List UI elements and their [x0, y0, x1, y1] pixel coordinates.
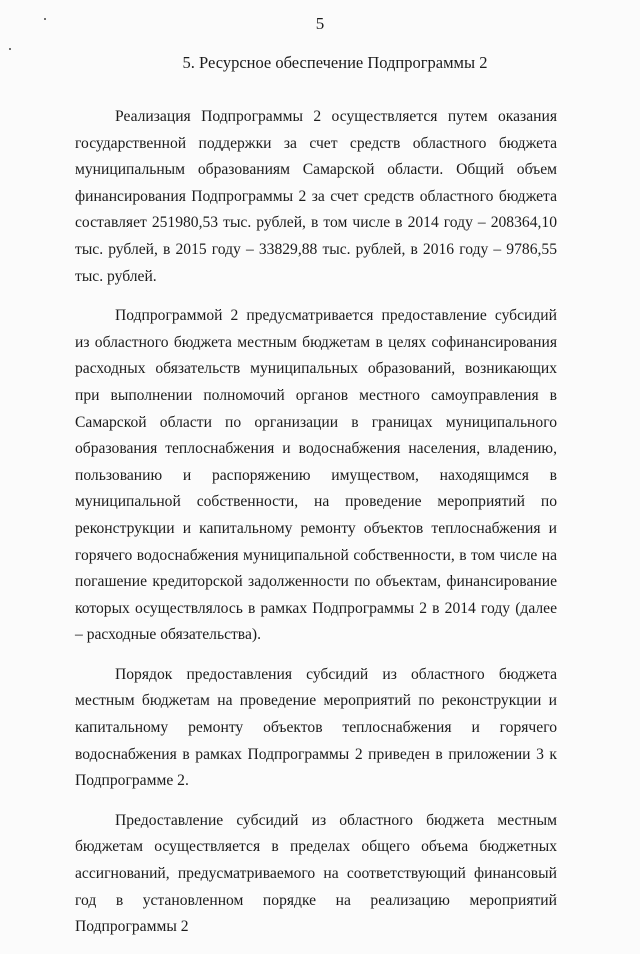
page-number: 5	[315, 14, 325, 33]
paragraph-funding: Реализация Подпрограммы 2 осуществляется путем оказания государственной поддержки за счет средств областного бюджета муниципальным образованиям Самарской области. Общий объем финансирования Подпрограммы 2 за счет средств областного бюджета составляет 251980,53 тыс. рублей, в том числе в 2014 году – 208364,10 тыс. рублей, в 2015 году – 33829,88 тыс. рублей, в 2016 году – 9786,55 тыс. рублей.	[75, 108, 557, 285]
paragraph-subsidies: Подпрограммой 2 предусматривается предоставление субсидий из областного бюджета местным бюджетам в целях софинансирования расходных обязательств муниципальных образований, возникающих при выполнении полномочий органов местного самоуправления в Самарской области по организации в границах муниципального образования теплоснабжения и водоснабжения населения, владению, пользованию и распоряжению имуществом, находящимся в муниципальной собственности, на проведение мероприятий по реконструкции и капитальному ремонту объектов теплоснабжения и горячего водоснабжения муниципальной собственности, в том числе на погашение кредиторской задолженности по объектам, финансирование которых осуществлялось в рамках Подпрограммы 2 в 2014 году (далее – расходные обязательства).	[75, 307, 557, 644]
section-title: 5. Ресурсное обеспечение Подпрограммы 2	[182, 53, 488, 72]
document-body	[75, 104, 557, 954]
paragraph-procedure: Порядок предоставления субсидий из областного бюджета местным бюджетам на проведение мероприятий по реконструкции и капитальному ремонту объектов теплоснабжения и горячего водоснабжения в рамках Подпрограммы 2 приведен в приложении 3 к Подпрограмме 2.	[75, 665, 557, 790]
paragraph-provision: Предоставление субсидий из областного бюджета местным бюджетам осуществляется в пределах общего объема бюджетных ассигнований, предусматриваемого на соответствующий финансовый год в установленном порядке на реализацию мероприятий Подпрограммы 2	[75, 811, 557, 936]
scan-speck	[44, 18, 46, 20]
scan-speck	[9, 48, 11, 50]
